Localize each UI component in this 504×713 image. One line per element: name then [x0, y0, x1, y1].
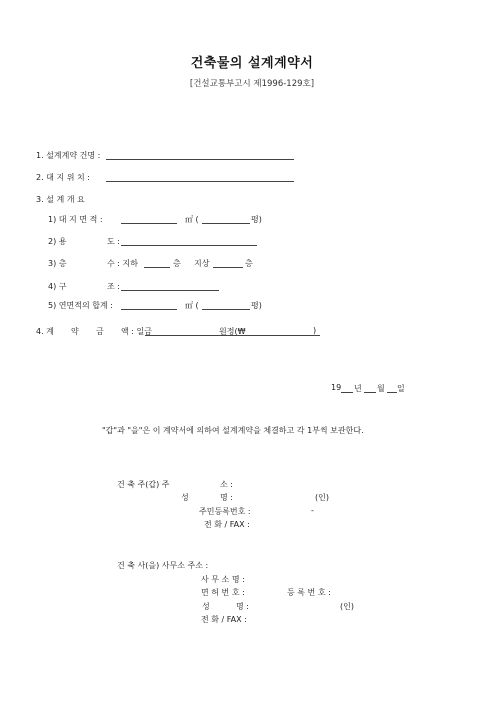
- total-area-label: 5) 연면적의 합계 :: [48, 301, 113, 310]
- total-area-unit: ㎡ (: [185, 301, 199, 310]
- client-seal: (인): [315, 493, 329, 502]
- date-year: 19: [331, 383, 342, 392]
- client-resident-number-dash: -: [311, 506, 314, 515]
- document-title: 건축물의 설계계약서: [190, 56, 314, 71]
- floors-unit-1: 층: [173, 259, 181, 268]
- architect-phone-label: 전 화 / FAX :: [201, 615, 247, 624]
- date-month-line: [364, 392, 376, 393]
- contract-amount-label-2: 약: [71, 327, 79, 336]
- structure-label: 4) 구: [48, 282, 67, 291]
- architect-name-label-2: 명 :: [236, 602, 249, 611]
- site-area-pyeong-line: [202, 223, 250, 224]
- design-summary-label: 3. 설 계 개 요: [36, 195, 85, 204]
- client-phone-label: 전 화 / FAX :: [204, 520, 250, 529]
- date-year-unit: 년: [354, 384, 362, 393]
- total-area-line: [121, 309, 177, 310]
- architect-office-name-label: 사 무 소 명 :: [201, 575, 245, 584]
- floors-above: 지상: [194, 259, 210, 268]
- structure-line: [121, 290, 219, 291]
- usage-line: [121, 245, 257, 246]
- contract-amount-won: 원정(₩: [219, 327, 246, 336]
- date-day-unit: 일: [397, 384, 405, 393]
- architect-name-label-1: 성: [202, 602, 210, 611]
- floors-unit-2: 층: [245, 259, 253, 268]
- floors-label: 3) 층: [48, 259, 67, 268]
- architect-role: 건 축 사(을) 사무소 주소 :: [117, 561, 209, 570]
- date-month-unit: 월: [377, 384, 385, 393]
- date-year-line: [341, 392, 353, 393]
- site-area-unit: ㎡ (: [185, 215, 199, 224]
- agreement-statement: "갑"과 "을"은 이 계약서에 의하여 설계계약을 체결하고 각 1부씩 보관한다.: [102, 426, 364, 435]
- contract-amount-label-4: 액 : 일금: [121, 327, 152, 336]
- architect-seal: (인): [340, 602, 354, 611]
- architect-license-label: 면 허 번 호 :: [201, 588, 245, 597]
- client-resident-number-label: 주민등록번호 :: [199, 507, 251, 516]
- total-area-pyeong: 평): [251, 301, 262, 310]
- architect-registration-label: 등 록 번 호 :: [287, 588, 331, 597]
- usage-label: 2) 용: [48, 237, 67, 246]
- site-area-pyeong: 평): [251, 215, 262, 224]
- above-line: [213, 267, 243, 268]
- document-subtitle: [건설교통부고시 제1996-129호]: [189, 79, 315, 89]
- site-location-label: 2. 대 지 위 치 :: [36, 173, 90, 182]
- contract-name-label: 1. 설계계약 건명 :: [36, 151, 101, 160]
- client-name-label-2: 명 :: [220, 493, 233, 502]
- client-address-label: 소 :: [220, 480, 233, 489]
- contract-amount-close: ): [313, 326, 317, 335]
- date-day-line: [387, 392, 397, 393]
- usage-colon: 도 :: [107, 237, 120, 246]
- client-role: 건 축 주(갑) 주: [117, 480, 170, 489]
- contract-name-line: [106, 159, 294, 160]
- site-location-line: [106, 181, 294, 182]
- site-area-label: 1) 대 지 면 적 :: [48, 215, 103, 224]
- client-name-label-1: 성: [181, 493, 189, 502]
- contract-amount-label-1: 4. 계: [36, 327, 54, 336]
- site-area-line: [121, 223, 177, 224]
- contract-amount-label-3: 금: [96, 327, 104, 336]
- total-area-pyeong-line: [202, 309, 250, 310]
- basement-line: [144, 267, 170, 268]
- floors-basement: 수 : 지하: [107, 259, 138, 268]
- structure-colon: 조 :: [107, 282, 120, 291]
